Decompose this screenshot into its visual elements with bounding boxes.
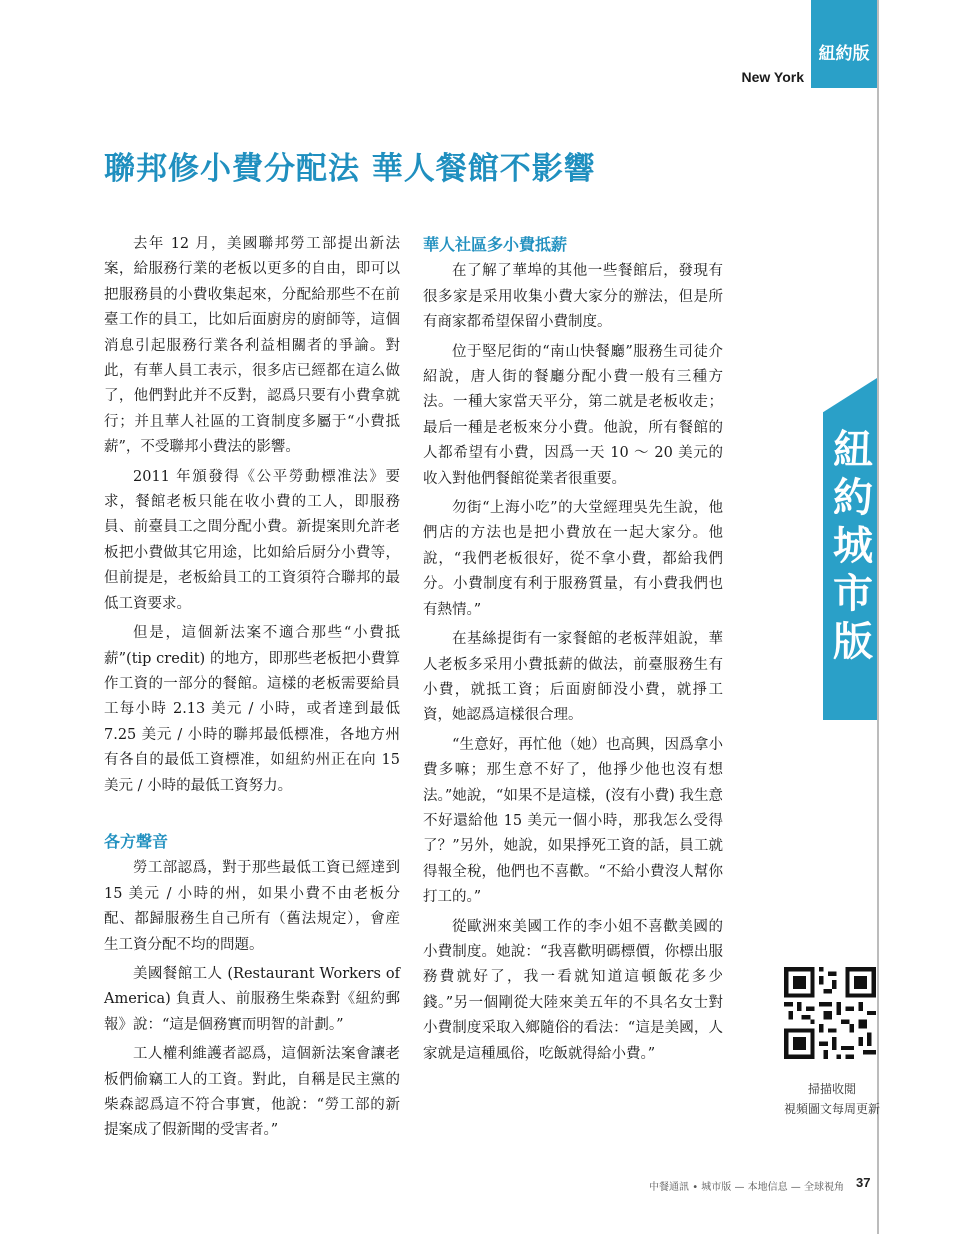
paragraph: 美國餐館工人 (Restaurant Workers of America) 負責人、前服務生柴森對《紐約郵報》說：“這是個務實而明智的計劃。” xyxy=(104,965,400,1033)
section-heading: 各方聲音 xyxy=(104,831,169,851)
edition-english-label: New York xyxy=(741,69,804,85)
paragraph: “生意好，再忙他（她）也高興，因爲拿小費多嘛；那生意不好了，他掙少他也沒有想法。”她說，“如果不是這樣，(沒有小費) 我生意不好還給他 15 美元一個小時，那我怎么受得了？”另外，她說，如果掙死工資的話，員工就得報全稅，他們也不喜歡。“不給小費沒人幫你打工的。” xyxy=(423,736,723,906)
paragraph: 在了解了華埠的其他一些餐館后，發現有很多家是采用收集小費大家分的辦法，但是所有商家都希望保留小費制度。 xyxy=(423,263,723,331)
article-headline: 聯邦修小費分配法 華人餐館不影響 xyxy=(104,151,596,187)
article-right-column xyxy=(423,232,723,1071)
qr-caption xyxy=(752,1079,912,1119)
article-left-column xyxy=(104,232,400,1148)
side-banner-label: 紐約城市版 xyxy=(826,428,873,668)
paragraph: 勞工部認爲，對于那些最低工資已經達到 15 美元 / 小時的州，如果小費不由老板分配、都歸服務生自己所有（舊法規定），會産生工資分配不均的問題。 xyxy=(104,860,400,953)
qr-caption-line: 視頻圖文每周更新 xyxy=(783,1102,880,1116)
paragraph: 2011 年頒發得《公平勞動標准法》要求，餐館老板只能在收小費的工人，即服務員、前臺員工之間分配小費。新提案則允許老板把小費做其它用途，比如給后厨分小費等，但前提是，老板給員工的工資須符合聯邦的最低工資要求。 xyxy=(104,468,400,612)
paragraph: 位于堅尼街的“南山快餐廳”服務生司徒介紹說，唐人街的餐廳分配小費一般有三種方法。一種大家當天平分，第二就是老板收走；最后一種是老板來分小費。他說，所有餐館的人都希望有小費，因爲一天 10 ～ 20 美元的收入對他們餐館從業者很重要。 xyxy=(423,343,723,487)
edition-tab-label: 紐約版 xyxy=(818,43,870,64)
page-number: 37 xyxy=(856,1175,871,1190)
qr-code-icon[interactable] xyxy=(784,967,876,1059)
section-heading: 華人社區多小費抵薪 xyxy=(423,235,568,254)
paragraph: 在基絲提街有一家餐館的老板萍姐說，華人老板多采用小費抵薪的做法，前臺服務生有小費，就抵工資；后面廚師没小費，就掙工資，她認爲這樣很合理。 xyxy=(423,631,723,724)
paragraph: 從歐洲來美國工作的李小姐不喜歡美國的小費制度。她說：“我喜歡明碼標價，你標出服務費就好了，我一看就知道這頓飯花多少錢。”另一個剛從大陸來美五年的不具名女士對小費制度采取入鄉隨俗的看法：“這是美國，人家就是這種風俗，吃飯就得給小費。” xyxy=(423,918,723,1062)
qr-caption-line: 掃描收閲 xyxy=(807,1082,856,1096)
paragraph: 但是，這個新法案不適合那些“小費抵薪”(tip credit) 的地方，即那些老板把小費算作工資的一部分的餐館。這樣的老板需要給員工每小時 2.13 美元 / 小時，或者達到最低 7.25 美元 / 小時的聯邦最低標准，各地方州有各自的最低工資標准，如紐約州正在向 15 美元 / 小時的最低工資努力。 xyxy=(104,625,400,794)
edition-tab xyxy=(811,0,877,88)
paragraph: 勿街“上海小吃”的大堂經理吳先生說，他們店的方法也是把小費放在一起大家分。他說，“我們老板很好，從不拿小費，都給我們分。小費制度有利于服務質量，有小費我們也有熱情。” xyxy=(423,500,723,618)
page-footer: 中餐通訊 • 城市版 — 本地信息 — 全球視角 xyxy=(649,1182,844,1193)
paragraph: 工人權利維護者認爲，這個新法案會讓老板們偷竊工人的工資。對此，自稱是民主黨的柴森認爲這不符合事實，他說：“勞工部的新提案成了假新聞的受害者。” xyxy=(104,1046,400,1139)
paragraph: 去年 12 月，美國聯邦勞工部提出新法案，給服務行業的老板以更多的自由，即可以把服務員的小費收集起來，分配給那些不在前臺工作的員工，比如后面廚房的廚師等，這個消息引起服務行業各利益相關者的爭論。對此，有華人員工表示，很多店已經都在這么做了，他們對此并不反對，認爲只要有小費拿就行；并且華人社區的工資制度多屬于“小費抵薪”，不受聯邦小費法的影響。 xyxy=(104,236,400,456)
